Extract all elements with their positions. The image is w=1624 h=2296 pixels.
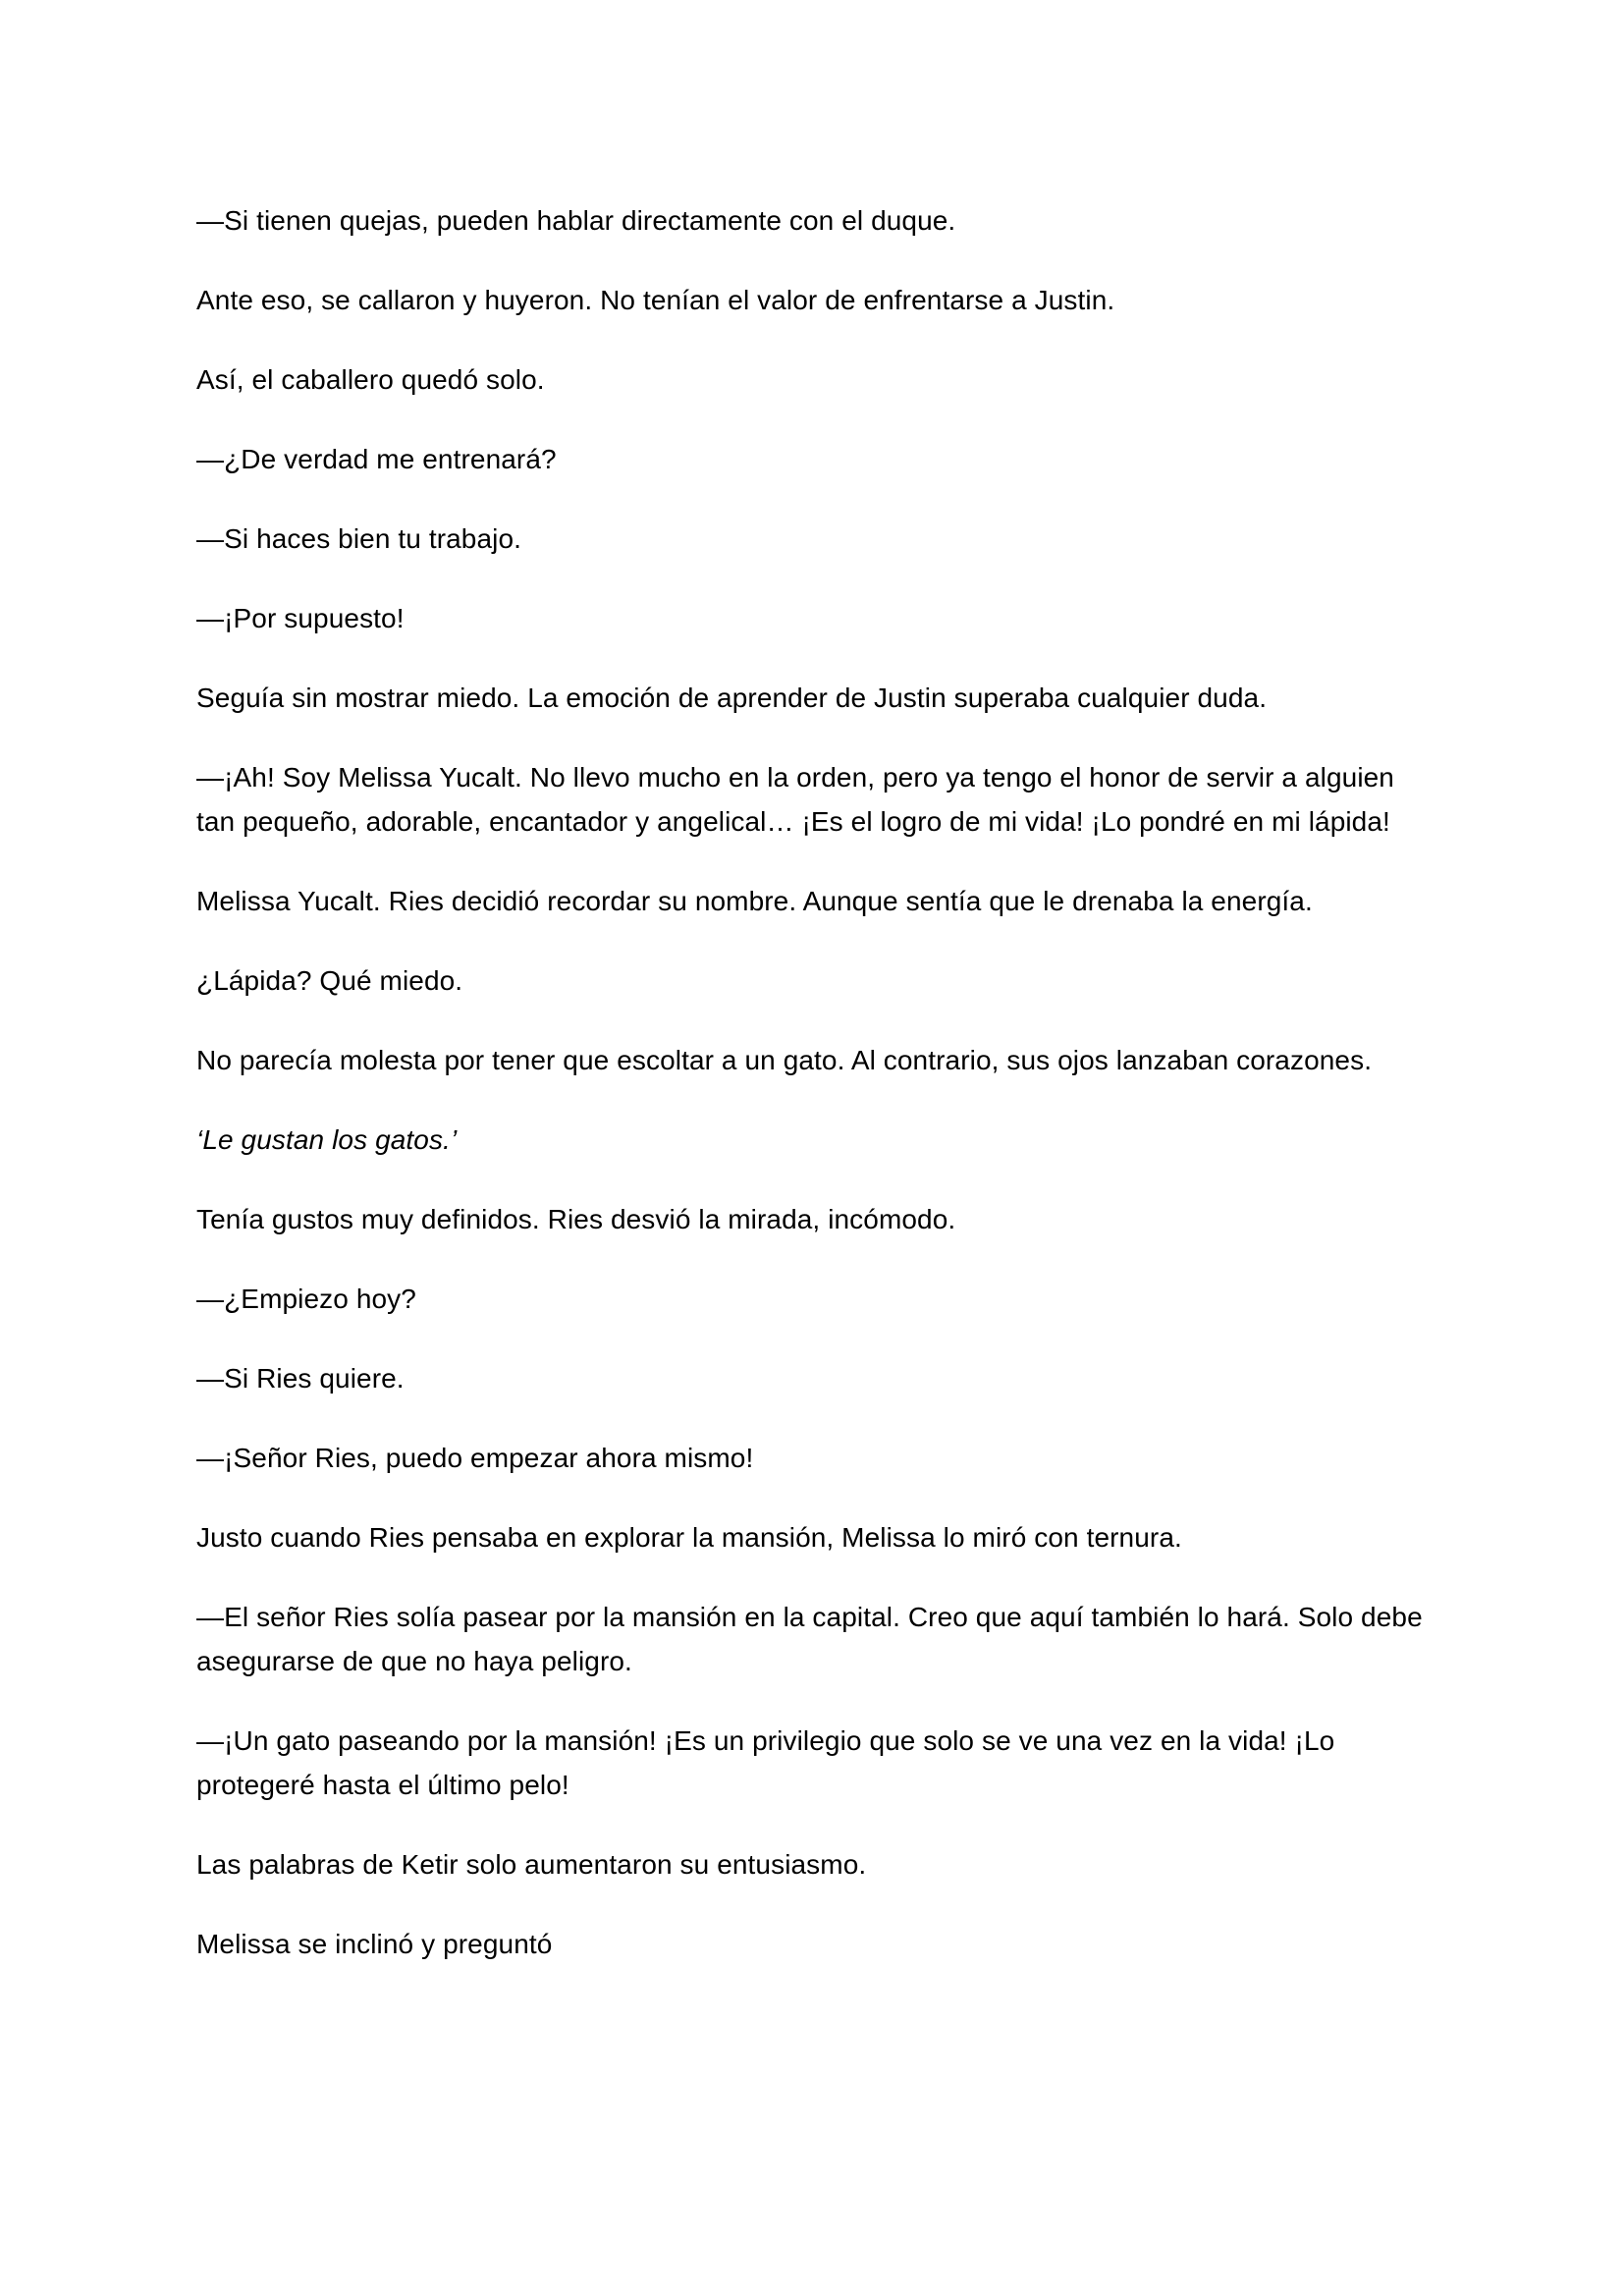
paragraph: Así, el caballero quedó solo.: [196, 364, 545, 395]
paragraph: —¿Empiezo hoy?: [196, 1284, 416, 1314]
paragraph: Seguía sin mostrar miedo. La emoción de aprender de Justin superaba cualquier duda.: [196, 683, 1268, 713]
paragraph: —¿De verdad me entrenará?: [196, 444, 557, 474]
paragraph: Justo cuando Ries pensaba en explorar la mansión, Melissa lo miró con ternura.: [196, 1522, 1182, 1553]
paragraph: Melissa se inclinó y preguntó: [196, 1929, 553, 1959]
paragraph: ‘Le gustan los gatos.’: [196, 1124, 458, 1155]
paragraph: Melissa Yucalt. Ries decidió recordar su nombre. Aunque sentía que le drenaba la energía.: [196, 886, 1313, 916]
paragraph: —Si tienen quejas, pueden hablar directamente con el duque.: [196, 205, 956, 236]
paragraph: —¡Por supuesto!: [196, 603, 405, 633]
paragraph: Ante eso, se callaron y huyeron. No tenían el valor de enfrentarse a Justin.: [196, 285, 1115, 315]
paragraph: —Si haces bien tu trabajo.: [196, 523, 522, 554]
paragraph: —Si Ries quiere.: [196, 1363, 405, 1394]
paragraph: —El señor Ries solía pasear por la mansión en la capital. Creo que aquí también lo hará. Solo debe asegurarse de que no haya peligro.: [196, 1602, 1423, 1676]
paragraph: —¡Ah! Soy Melissa Yucalt. No llevo mucho en la orden, pero ya tengo el honor de servir a alguien tan pequeño, adorable, encantador y angelical… ¡Es el logro de mi vida! ¡Lo pondré en mi lápida!: [196, 762, 1394, 837]
paragraph: No parecía molesta por tener que escoltar a un gato. Al contrario, sus ojos lanzaban corazones.: [196, 1045, 1373, 1075]
paragraph: —¡Señor Ries, puedo empezar ahora mismo!: [196, 1443, 754, 1473]
paragraph: —¡Un gato paseando por la mansión! ¡Es un privilegio que solo se ve una vez en la vida! ¡Lo protegeré hasta el último pelo!: [196, 1725, 1335, 1800]
paragraph: Las palabras de Ketir solo aumentaron su entusiasmo.: [196, 1849, 867, 1880]
paragraph: ¿Lápida? Qué miedo.: [196, 965, 463, 996]
paragraph-container: [196, 198, 1428, 1966]
paragraph: Tenía gustos muy definidos. Ries desvió la mirada, incómodo.: [196, 1204, 956, 1234]
